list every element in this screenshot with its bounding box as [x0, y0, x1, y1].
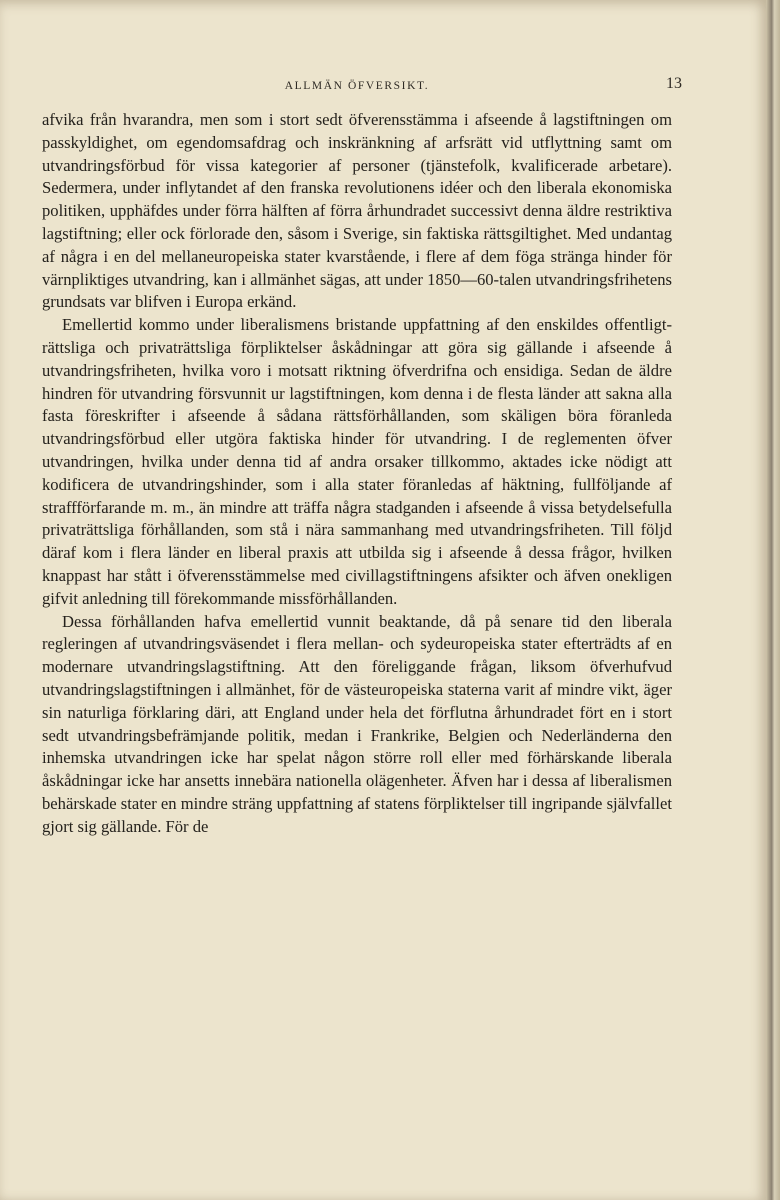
- running-title: ALLMÄN ÖFVERSIKT.: [284, 80, 430, 92]
- paragraph-1: afvika från hvarandra, men som i stort sedt öfverensstämma i afseende å lagstiftningen om passkyldighet, om egendomsafdrag och inskränkning af arfsrätt vid utflyttning samt om utvandringsförbud för vissa kategorier af personer (tjänstefolk, kvalificerade arbetare). Sedermera, under inflytandet af den franska revolutionens idéer och den liberala ekonomiska politiken, upphäfdes under förra hälften af förra århundradet successivt denna äldre restriktiva lagstiftning; eller ock förlorade den, såsom i Sverige, sin faktiska rättsgiltighet. Med undantag af några i en del mellaneuropeiska stater kvarstående, i flere af dem föga stränga hinder för värnpliktiges utvandring, kan i allmänhet sägas, att under 1850—60-talen utvandringsfrihetens grundsats var blifven i Europa erkänd.: [42, 110, 672, 312]
- paragraph-2: Emellertid kommo under liberalismens bristande uppfattning af den enskildes offentligt-rättsliga och privaträttsliga förpliktelser åskådningar att göra sig gällande i afseende å utvandringsfriheten, hvilka voro i motsatt riktning öfverdrifna och ensidiga. Sedan de äldre hindren för utvandring försvunnit ur lagstiftningen, kom denna i de flesta länder att sakna alla fasta föreskrifter i afseende å sådana rättsförhållanden, som skäligen böra föranleda utvandringsförbud eller utgöra faktiska hinder för utvandring. I de reglementen öfver utvandringen, hvilka under denna tid af andra orsaker tillkommo, aktades icke nödigt att kodificera de utvandringshinder, som i alla stater föranledas af häktning, fullföljande af straffförfarande m. m., än mindre att träffa några stadganden i afseende å vissa betydelsefulla privaträttsliga förhållanden, som stå i nära sammanhang med utvandringsfriheten. Till följd däraf kom i flera länder en liberal praxis att utbilda sig i afseende å dessa frågor, hvilken knappast har stått i öfverensstämmelse med civillagstiftningens afsikter och äfven onekligen gifvit anledning till förekommande missförhållanden.: [42, 315, 672, 608]
- body-text: [42, 109, 672, 839]
- paragraph-3: Dessa förhållanden hafva emellertid vunnit beaktande, då på senare tid den liberala regleringen af utvandringsväsendet i flera mellan- och sydeuropeiska stater efterträdts af en modernare utvandringslagstiftning. Att den föreliggande frågan, liksom öfverhufvud utvandringslagstiftningen i allmänhet, för de västeuropeiska staterna varit af mindre vikt, äger sin naturliga förklaring däri, att England under hela det förflutna århundradet fört en i stort sedt utvandringsbefrämjande politik, medan i Frankrike, Belgien och Nederländerna den inhemska utvandringen icke har spelat någon större roll eller med förhärskande liberala åskådningar icke har ansetts innebära nationella olägenheter. Äfven har i dessa af liberalismen behärskade stater en mindre sträng uppfattning af statens förpliktelser till ingripande självfallet gjort sig gällande. För de: [42, 611, 672, 836]
- page-header: [42, 75, 682, 98]
- page-edge: [766, 0, 780, 1200]
- page-number: 13: [666, 75, 682, 92]
